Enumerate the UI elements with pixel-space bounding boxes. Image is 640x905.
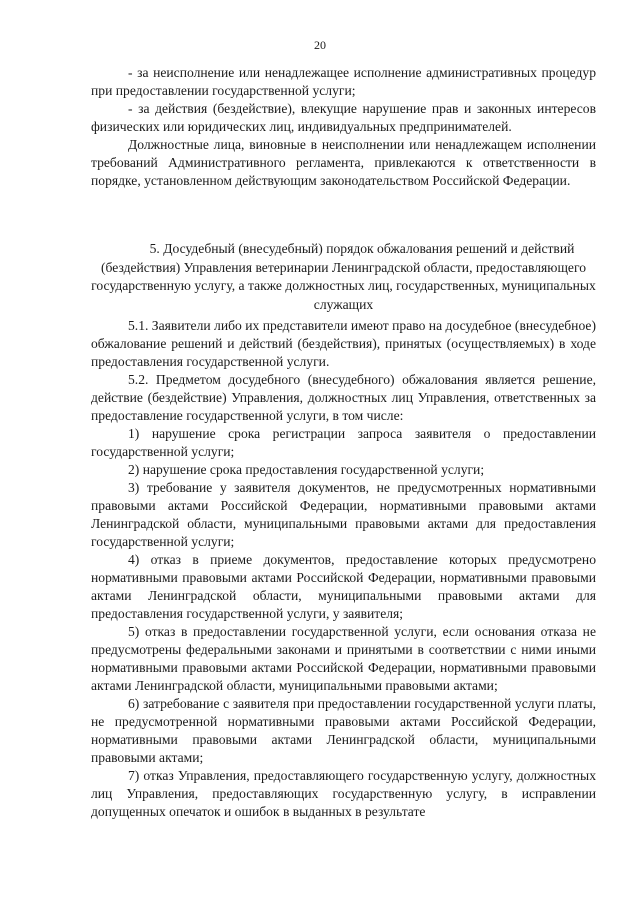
- list-item: 5) отказ в предоставлении государственной услуги, если основания отказа не предусмотрены федеральными законами и принятыми в соответствии с ними иными нормативными правовыми актами Российской Федерации, нормативными правовыми актами Ленинградской области, муниципальными правовыми актами;: [91, 624, 596, 693]
- page-number: 20: [314, 38, 326, 52]
- list-item: 2) нарушение срока предоставления государственной услуги;: [128, 462, 485, 477]
- list-item: 1) нарушение срока регистрации запроса заявителя о предоставлении государственной услуги;: [91, 426, 596, 459]
- section-body: [91, 317, 596, 821]
- paragraph: 5.2. Предметом досудебного (внесудебного) обжалования является решение, действие (бездействие) Управления, должностных лиц Управления, ответственных за предоставление государственной услуги, в том числе:: [91, 372, 596, 423]
- paragraph: Должностные лица, виновные в неисполнении или ненадлежащем исполнении требований Административного регламента, привлекаются к ответственности в порядке, установленном действующим законодательством Российской Федерации.: [91, 137, 596, 188]
- paragraph: - за действия (бездействие), влекущие нарушение прав и законных интересов физических или юридических лиц, индивидуальных предпринимателей.: [91, 101, 596, 134]
- paragraph: 5.1. Заявители либо их представители имеют право на досудебное (внесудебное) обжалование решений и действий (бездействия), принятых (осуществляемых) в ходе предоставления государственной услуги.: [91, 318, 596, 369]
- list-item: 7) отказ Управления, предоставляющего государственную услугу, должностных лиц Управления, предоставляющих государственную услугу, в исправлении допущенных опечаток и ошибок в выданных в результате: [91, 768, 596, 819]
- section-heading: 5. Досудебный (внесудебный) порядок обжалования решений и действий (бездействия) Управления ветеринарии Ленинградской области, предоставляющего государственную услугу, а также должностных лиц, государственных, муниципальных служащих: [91, 241, 596, 312]
- intro-section: [91, 64, 596, 190]
- list-item: 6) затребование с заявителя при предоставлении государственной услуги платы, не предусмотренной нормативными правовыми актами Российской Федерации, нормативными правовыми актами Ленинградской области, муниципальными правовыми актами;: [91, 696, 596, 765]
- list-item: 3) требование у заявителя документов, не предусмотренных нормативными правовыми актами Российской Федерации, нормативными правовыми актами Ленинградской области, муниципальными правовыми актами для предоставления государственной услуги;: [91, 480, 596, 549]
- paragraph: - за неисполнение или ненадлежащее исполнение административных процедур при предоставлении государственной услуги;: [91, 65, 596, 98]
- list-item: 4) отказ в приеме документов, предоставление которых предусмотрено нормативными правовыми актами Российской Федерации, нормативными правовыми актами Ленинградской области, муниципальными правовыми актами для предоставления государственной услуги, у заявителя;: [91, 552, 596, 621]
